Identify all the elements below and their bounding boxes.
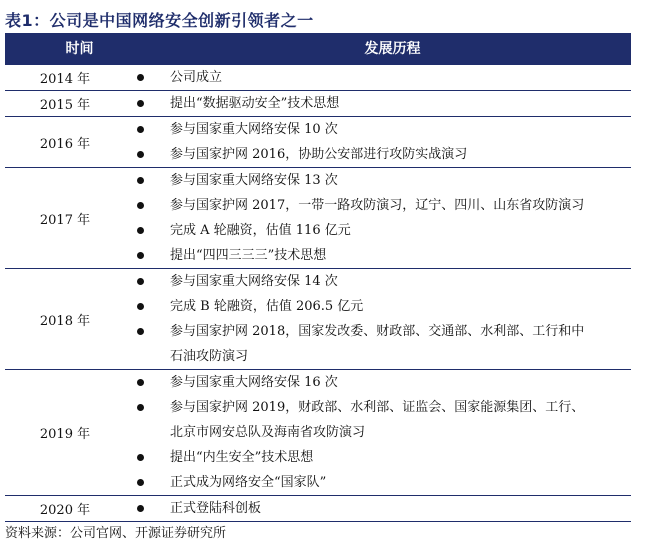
event-text: 提出“内生安全”技术思想 xyxy=(170,450,314,465)
bullet-icon xyxy=(137,151,144,158)
event-text: 正式登陆科创板 xyxy=(170,501,262,516)
event-text: 石油攻防演习 xyxy=(170,349,249,364)
event-text: 参与国家护网 2017，一带一路攻防演习，辽宁、四川、山东省攻防演习 xyxy=(170,198,585,213)
event-text: 北京市网安总队及海南省攻防演习 xyxy=(170,425,366,440)
header-year: 时间 xyxy=(65,41,94,57)
bullet-icon xyxy=(137,379,144,386)
event-item xyxy=(125,142,631,167)
event-item xyxy=(125,91,631,116)
event-text: 参与国家护网 2019，财政部、水利部、证监会、国家能源集团、工行、 xyxy=(170,400,585,415)
event-text: 正式成为网络安全“国家队” xyxy=(170,475,327,490)
event-item xyxy=(125,269,631,294)
table-row xyxy=(5,117,631,168)
bullet-icon xyxy=(137,505,144,512)
event-item xyxy=(125,294,631,319)
bullet-icon xyxy=(137,177,144,184)
bullet-icon xyxy=(137,126,144,133)
row-year: 2014 年 xyxy=(39,72,91,87)
table-header xyxy=(5,33,631,65)
row-events xyxy=(125,168,631,268)
event-item xyxy=(125,496,631,521)
row-year: 2017 年 xyxy=(39,212,91,228)
event-text: 参与国家护网 2018，国家发改委、财政部、交通部、水利部、工行和中 xyxy=(170,324,585,339)
row-events xyxy=(125,91,631,116)
event-item xyxy=(125,193,631,218)
table-row xyxy=(5,168,631,269)
timeline-table xyxy=(5,65,631,522)
row-year: 2018 年 xyxy=(39,313,91,329)
event-item xyxy=(125,243,631,268)
row-year: 2020 年 xyxy=(39,503,91,518)
event-text: 公司成立 xyxy=(170,70,223,85)
bullet-icon xyxy=(137,227,144,234)
event-item xyxy=(125,420,631,445)
bullet-icon xyxy=(137,252,144,259)
bullet-icon xyxy=(137,278,144,285)
bullet-icon xyxy=(137,202,144,209)
bullet-icon xyxy=(137,100,144,107)
row-year: 2016 年 xyxy=(39,136,91,152)
bullet-icon xyxy=(137,454,144,461)
row-events xyxy=(125,117,631,167)
source-note: 资料来源：公司官网、开源证券研究所 xyxy=(5,526,227,541)
table-row xyxy=(5,370,631,496)
bullet-icon xyxy=(137,404,144,411)
event-item xyxy=(125,445,631,470)
row-year: 2019 年 xyxy=(39,427,91,442)
event-text: 提出“数据驱动安全”技术思想 xyxy=(170,96,340,111)
table-row xyxy=(5,269,631,370)
event-item xyxy=(125,344,631,369)
row-events xyxy=(125,370,631,495)
event-item xyxy=(125,168,631,193)
event-text: 参与国家重大网络安保 10 次 xyxy=(170,122,338,137)
event-item xyxy=(125,117,631,142)
header-events: 发展历程 xyxy=(364,41,421,57)
event-text: 参与国家护网 2016，协助公安部进行攻防实战演习 xyxy=(170,147,468,162)
row-events xyxy=(125,65,631,90)
event-item xyxy=(125,470,631,495)
bullet-icon xyxy=(137,328,144,335)
event-item xyxy=(125,395,631,420)
event-text: 参与国家重大网络安保 16 次 xyxy=(170,375,338,390)
table-row xyxy=(5,496,631,522)
table-row xyxy=(5,91,631,117)
row-events xyxy=(125,496,631,521)
page-title: 表1：公司是中国网络安全创新引领者之一 xyxy=(5,11,314,30)
event-text: 提出“四四三三三”技术思想 xyxy=(170,248,327,263)
event-text: 完成 B 轮融资，估值 206.5 亿元 xyxy=(170,299,364,314)
event-text: 参与国家重大网络安保 14 次 xyxy=(170,274,338,289)
bullet-icon xyxy=(137,74,144,81)
event-text: 完成 A 轮融资，估值 116 亿元 xyxy=(170,223,351,238)
table-row xyxy=(5,65,631,91)
bullet-icon xyxy=(137,303,144,310)
event-item xyxy=(125,218,631,243)
event-item xyxy=(125,319,631,344)
event-text: 参与国家重大网络安保 13 次 xyxy=(170,173,338,188)
bullet-icon xyxy=(137,479,144,486)
event-item xyxy=(125,65,631,90)
row-events xyxy=(125,269,631,369)
event-item xyxy=(125,370,631,395)
row-year: 2015 年 xyxy=(39,98,91,113)
